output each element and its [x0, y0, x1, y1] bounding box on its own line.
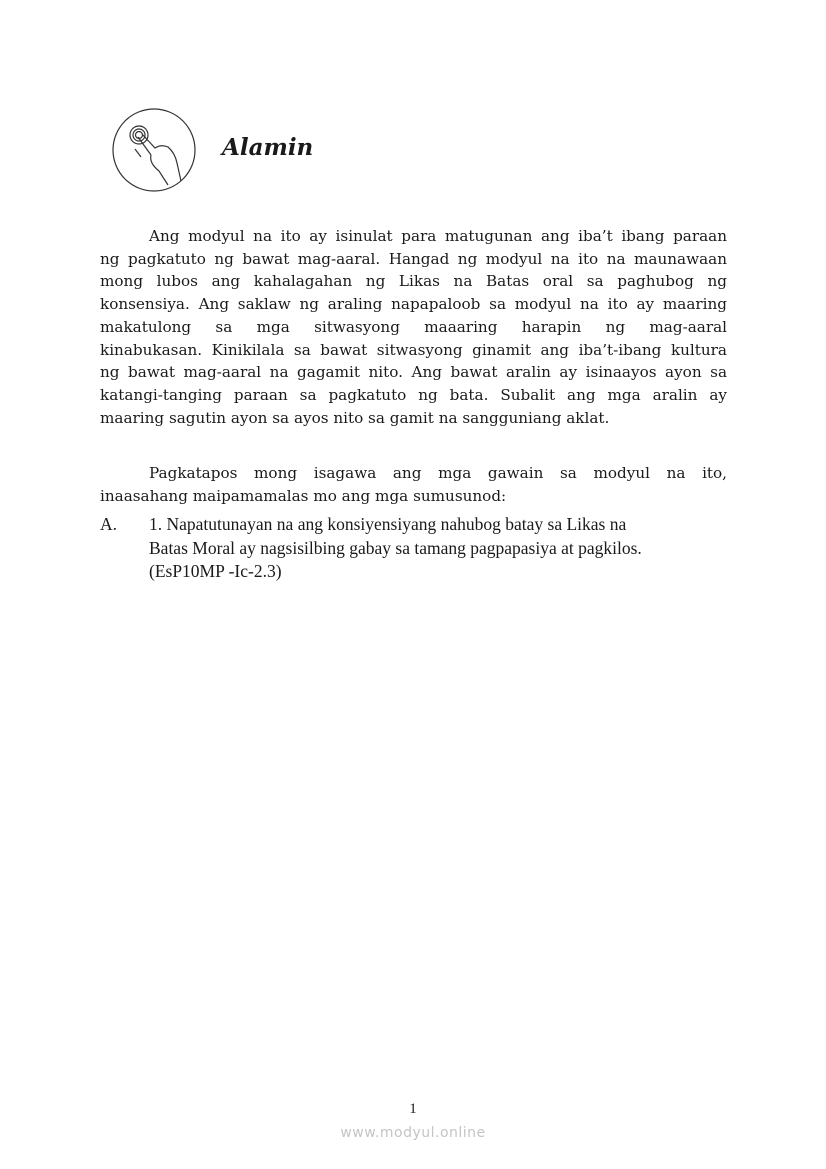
text-line: (EsP10MP -Ic-2.3) [149, 561, 282, 581]
intro-paragraph [100, 225, 727, 429]
watermark: www.modyul.online [340, 1125, 486, 1141]
text-line: kinabukasan. Kinikilala sa bawat sitwasyong ginamit ang iba’t-ibang kultura [100, 340, 727, 359]
text-line: katangi-tanging paraan sa pagkatuto ng bata. Subalit ang mga aralin ay [100, 385, 727, 404]
text-line: ng pagkatuto ng bawat mag-aaral. Hangad ng modyul na ito na maunawaan [100, 249, 727, 268]
hand-pointing-icon [111, 107, 197, 193]
text-line: ng bawat mag-aaral na gagamit nito. Ang bawat aralin ay isinaayos ayon sa [100, 363, 727, 382]
section-title: Alamin [222, 134, 314, 161]
text-line: mong lubos ang kahalagahan ng Likas na Batas oral sa paghubog ng [100, 272, 727, 291]
text-line: Ang modyul na ito ay isinulat para matugunan ang iba’t ibang paraan [149, 227, 727, 245]
text-line: Pagkatapos mong isagawa ang mga gawain sa modyul na ito, [149, 464, 727, 482]
objectives-intro-paragraph [100, 462, 727, 507]
text-line: Batas Moral ay nagsisilbing gabay sa tamang pagpapasiya at pagkilos. [149, 537, 642, 558]
page-number: 1 [409, 1101, 417, 1117]
text-line: makatulong sa mga sitwasyong maaaring harapin ng mag-aaral [100, 317, 727, 336]
objectives-list [100, 513, 642, 584]
text-line: 1. Napatutunayan na ang konsiyensiyang nahubog batay sa Likas na [149, 514, 627, 534]
text-line: konsensiya. Ang saklaw ng araling napapaloob sa modyul na ito ay maaring [100, 295, 727, 314]
text-line: maaring sagutin ayon sa ayos nito sa gamit na sangguniang aklat. [100, 408, 610, 427]
text-line: inaasahang maipamamalas mo ang mga sumusunod: [100, 486, 507, 505]
list-item [149, 513, 642, 584]
list-marker: A. [100, 514, 118, 534]
